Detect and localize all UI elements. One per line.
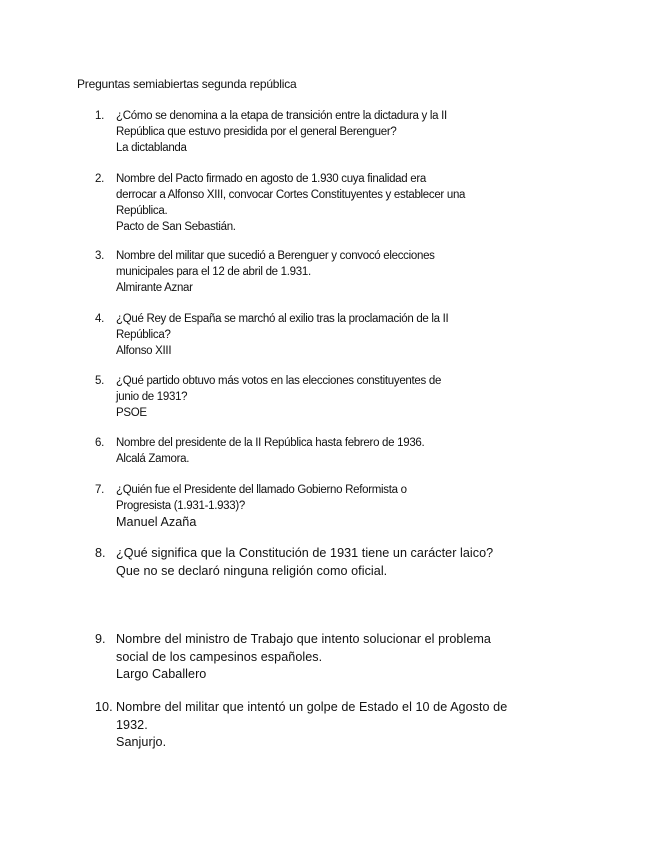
question-text: municipales para el 12 de abril de 1.931. — [116, 266, 311, 278]
question-text: ¿Quién fue el Presidente del llamado Gobierno Reformista o — [116, 484, 407, 496]
question-number: 6. — [95, 437, 104, 449]
answer-text: Alfonso XIII — [116, 345, 172, 357]
answer-text: PSOE — [116, 407, 147, 419]
question-text: República? — [116, 329, 171, 341]
question-text: Nombre del Pacto firmado en agosto de 1.930 cuya finalidad era — [116, 173, 426, 185]
question-text: 1932. — [116, 717, 148, 732]
question-item — [95, 482, 525, 531]
answer-text: La dictablanda — [116, 142, 187, 154]
question-text: ¿Qué partido obtuvo más votos en las elecciones constituyentes de — [116, 375, 442, 387]
question-item — [95, 171, 525, 235]
question-number: 3. — [95, 250, 104, 262]
question-number: 5. — [95, 375, 104, 387]
question-number: 8. — [95, 546, 106, 560]
question-text: Nombre del militar que intentó un golpe de Estado el 10 de Agosto de — [116, 700, 508, 714]
answer-text: Manuel Azaña — [116, 515, 197, 529]
question-text: República. — [116, 205, 168, 217]
question-item — [95, 699, 525, 752]
question-text: Nombre del ministro de Trabajo que intento solucionar el problema — [116, 632, 491, 646]
question-text: Progresista (1.931-1.933)? — [116, 500, 245, 512]
question-text: ¿Qué significa que la Constitución de 1931 tiene un carácter laico? — [116, 546, 494, 560]
question-text: junio de 1931? — [116, 391, 188, 403]
question-text: ¿Qué Rey de España se marchó al exilio tras la proclamación de la II — [116, 313, 449, 325]
answer-text: Que no se declaró ninguna religión como oficial. — [116, 563, 388, 578]
question-text: derrocar a Alfonso XIII, convocar Cortes Constituyentes y establecer una — [116, 189, 466, 201]
question-item — [95, 373, 525, 421]
question-number: 1. — [95, 110, 104, 122]
document-title: Preguntas semiabiertas segunda república — [77, 77, 297, 91]
answer-text: Pacto de San Sebastián. — [116, 221, 236, 233]
answer-text: Alcalá Zamora. — [116, 453, 190, 465]
question-text: Nombre del militar que sucedió a Berenguer y convocó elecciones — [116, 250, 435, 262]
question-item — [95, 108, 525, 156]
answer-text: Almirante Aznar — [116, 282, 193, 294]
question-number: 2. — [95, 173, 104, 185]
question-text: social de los campesinos españoles. — [116, 649, 323, 664]
question-number: 4. — [95, 313, 104, 325]
answer-text: Sanjurjo. — [116, 735, 167, 749]
question-item — [95, 631, 525, 684]
question-item — [95, 545, 525, 580]
question-text: República que estuvo presidida por el general Berenguer? — [116, 126, 397, 138]
answer-text: Largo Caballero — [116, 667, 207, 681]
question-item — [95, 311, 525, 359]
question-item — [95, 248, 525, 296]
question-text: ¿Cómo se denomina a la etapa de transición entre la dictadura y la II — [116, 110, 447, 122]
question-number: 9. — [95, 632, 106, 646]
question-number: 10. — [95, 700, 113, 714]
question-item — [95, 435, 525, 467]
question-number: 7. — [95, 484, 104, 496]
question-text: Nombre del presidente de la II República hasta febrero de 1936. — [116, 437, 425, 449]
